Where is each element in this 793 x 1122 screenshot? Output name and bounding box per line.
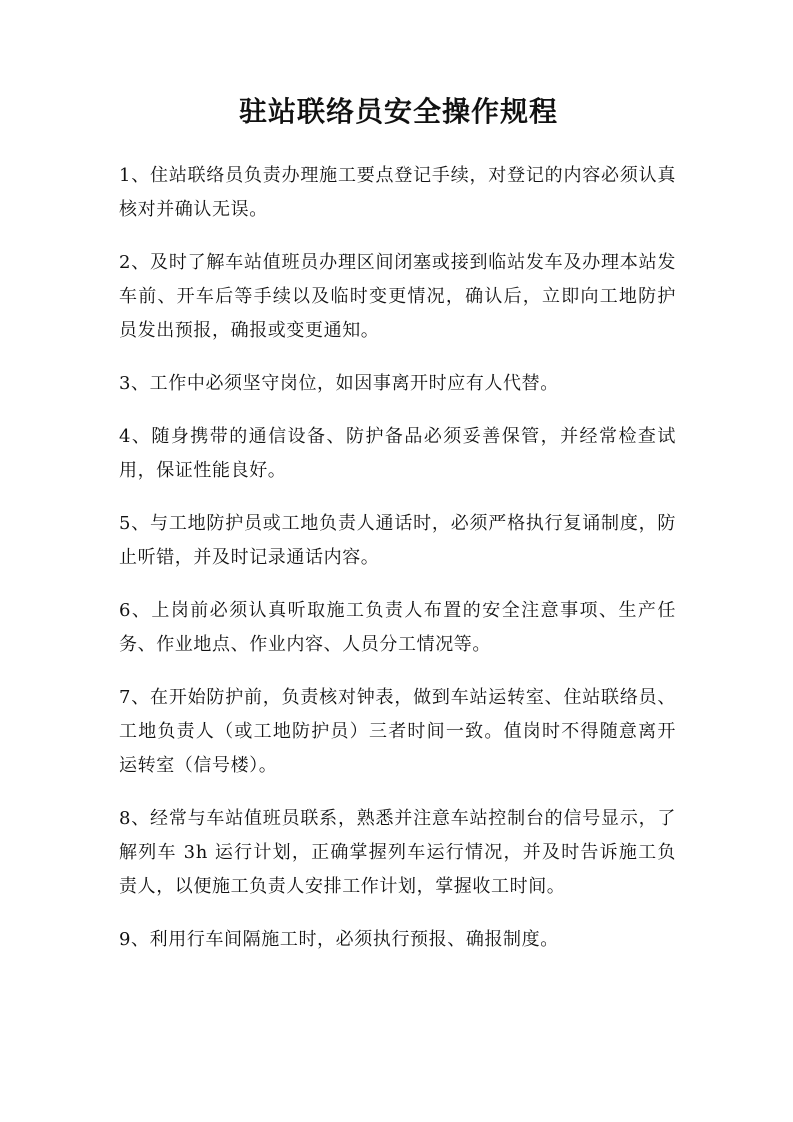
clause-item-1: 1、住站联络员负责办理施工要点登记手续，对登记的内容必须认真核对并确认无误。 — [119, 165, 676, 220]
clause-item-8: 8、经常与车站值班员联系，熟悉并注意车站控制台的信号显示，了解列车 3h 运行计划，正确掌握列车运行情况，并及时告诉施工负责人，以便施工负责人安排工作计划，掌握收工时间。 — [119, 808, 676, 897]
clause-list — [119, 159, 676, 957]
document-title: 驻站联络员安全操作规程 — [238, 95, 558, 128]
clause-item-4: 4、随身携带的通信设备、防护备品必须妥善保管，并经常检查试用，保证性能良好。 — [119, 426, 676, 481]
clause-item-2: 2、及时了解车站值班员办理区间闭塞或接到临站发车及办理本站发车前、开车后等手续以及临时变更情况，确认后，立即向工地防护员发出预报，确报或变更通知。 — [119, 252, 676, 341]
clause-item-3: 3、工作中必须坚守岗位，如因事离开时应有人代替。 — [119, 373, 559, 394]
clause-item-6: 6、上岗前必须认真听取施工负责人布置的安全注意事项、生产任务、作业地点、作业内容、人员分工情况等。 — [119, 600, 676, 655]
clause-item-7: 7、在开始防护前，负责核对钟表，做到车站运转室、住站联络员、工地负责人（或工地防护员）三者时间一致。值岗时不得随意离开运转室（信号楼）。 — [119, 687, 676, 776]
clause-item-5: 5、与工地防护员或工地负责人通话时，必须严格执行复诵制度，防止听错，并及时记录通话内容。 — [119, 513, 676, 568]
clause-item-9: 9、利用行车间隔施工时，必须执行预报、确报制度。 — [119, 929, 559, 950]
